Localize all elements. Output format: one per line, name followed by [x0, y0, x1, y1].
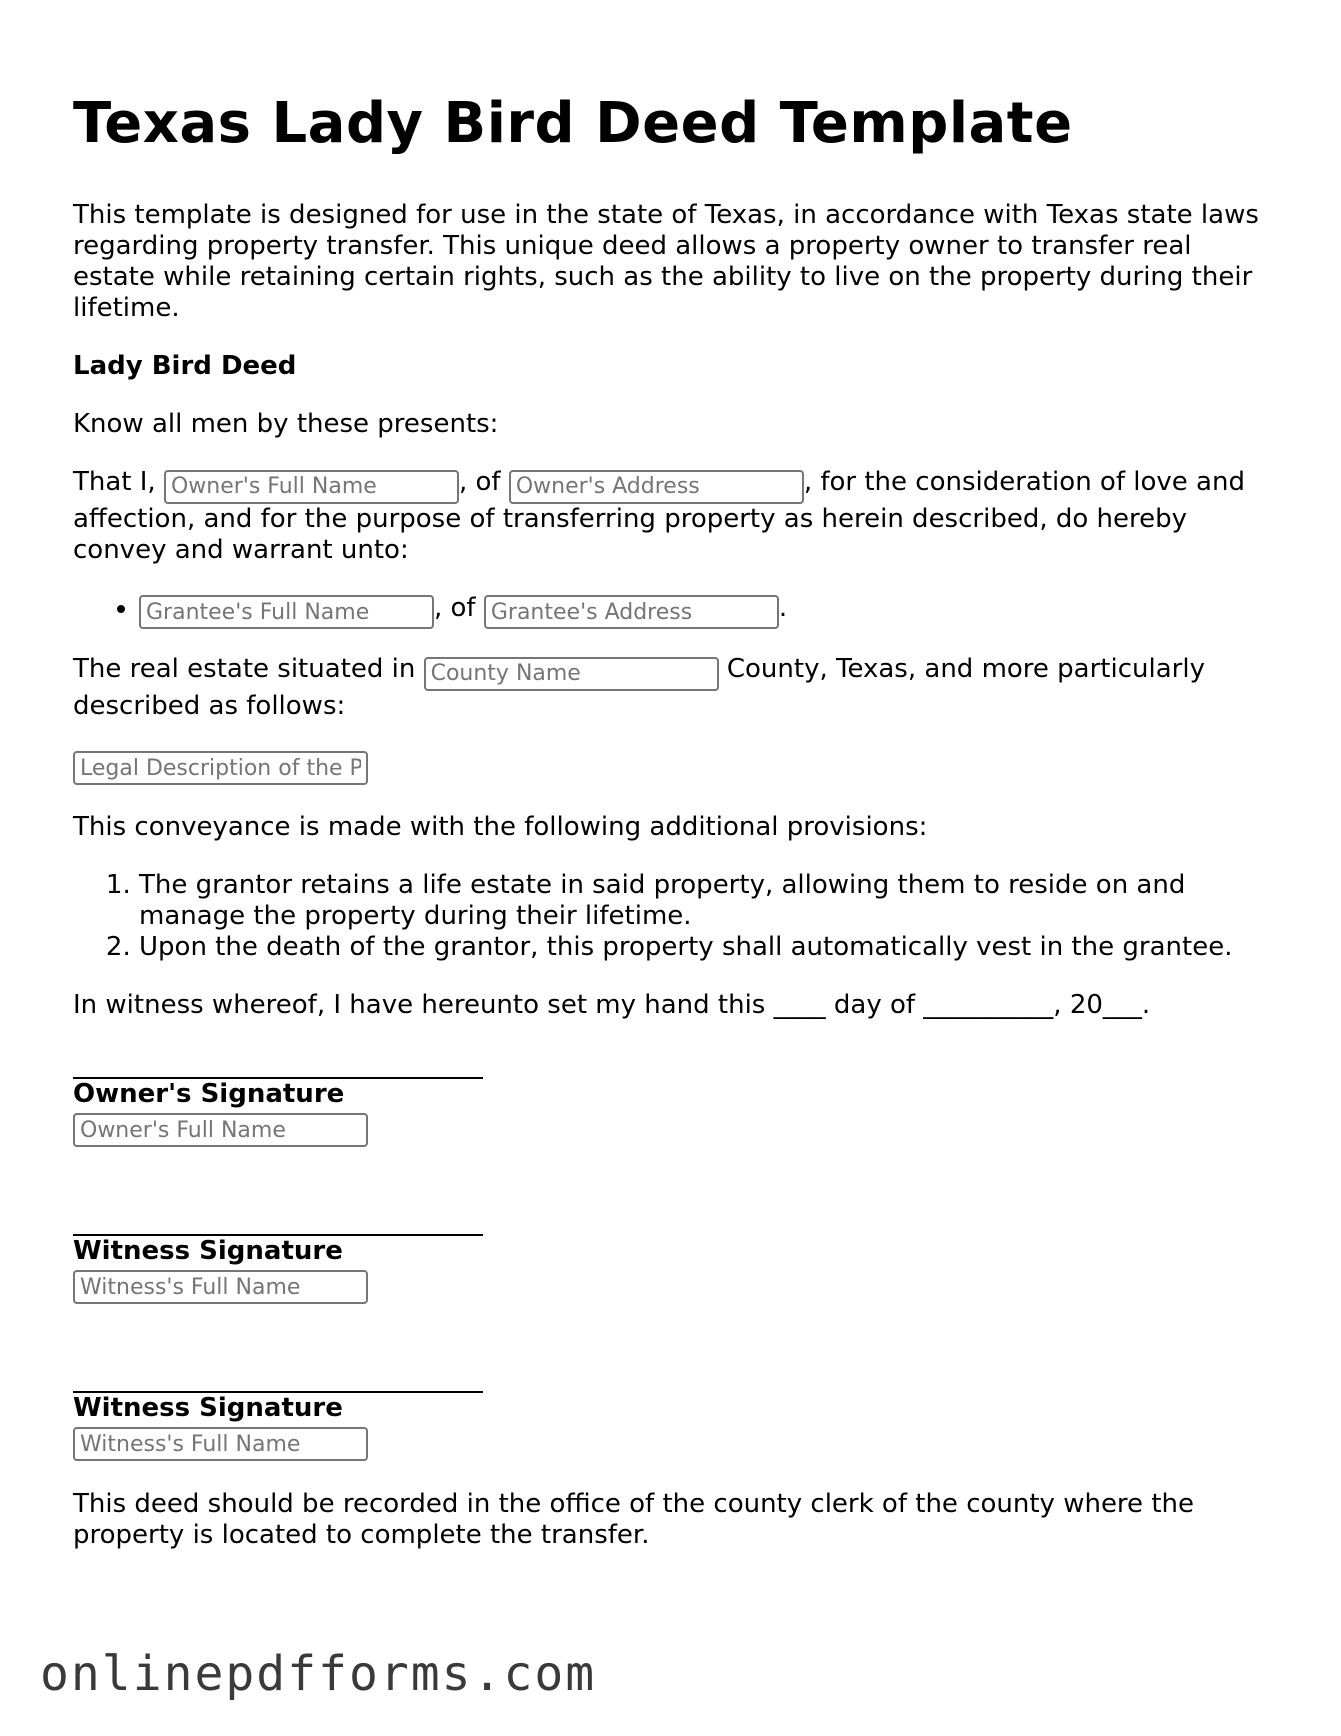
legal-description-row	[73, 749, 1273, 786]
grantor-prefix: That I,	[73, 467, 156, 497]
owner-signature-label: Owner's Signature	[73, 1079, 345, 1109]
page-title: Texas Lady Bird Deed Template	[73, 91, 1073, 156]
county-name-input[interactable]	[424, 657, 719, 691]
witness-clause: In witness whereof, I have hereunto set my hand this ____ day of __________, 20___.	[73, 990, 1151, 1020]
grantee-list	[73, 593, 1273, 630]
recording-note: This deed should be recorded in the office of the county clerk of the county where the property is located to complete the transfer.	[73, 1489, 1194, 1550]
grantor-suffix: , for the consideration of love and affection, and for the purpose of transferring property as herein described, do hereby convey and warrant unto:	[73, 467, 1245, 565]
owner-printed-name-input[interactable]	[73, 1113, 368, 1147]
real-estate-clause	[73, 654, 1273, 722]
real-estate-suffix: County, Texas, and more particularly described as follows:	[73, 654, 1205, 721]
deed-document	[73, 88, 1273, 1578]
provisions-intro: This conveyance is made with the following additional provisions:	[73, 812, 928, 842]
grantee-of: , of	[434, 592, 476, 623]
witness-1-name-input[interactable]	[73, 1270, 368, 1304]
grantor-of: , of	[458, 467, 501, 497]
real-estate-prefix: The real estate situated in	[73, 654, 416, 684]
provisions-list	[73, 870, 1273, 963]
watermark-text: onlinepdfforms.com	[40, 1646, 597, 1702]
provision-item: 2. Upon the death of the grantor, this property shall automatically vest in the grantee.	[139, 932, 1273, 963]
grantee-name-input[interactable]	[139, 595, 434, 629]
grantee-end: .	[778, 592, 788, 623]
grantee-address-input[interactable]	[484, 595, 779, 629]
owner-address-input[interactable]	[509, 470, 804, 504]
witness-1-signature-block	[73, 1203, 1273, 1304]
know-all-line: Know all men by these presents:	[73, 409, 499, 439]
provision-item: 1. The grantor retains a life estate in said property, allowing them to reside on and manage the property during their lifetime.	[139, 870, 1273, 932]
legal-description-input[interactable]	[73, 751, 368, 785]
owner-name-input[interactable]	[164, 470, 459, 504]
signature-line	[73, 1203, 483, 1236]
witness-2-signature-label: Witness Signature	[73, 1393, 343, 1423]
witness-1-signature-label: Witness Signature	[73, 1236, 343, 1266]
grantor-clause	[73, 467, 1273, 566]
grantee-list-item	[139, 593, 1273, 630]
witness-2-name-input[interactable]	[73, 1427, 368, 1461]
witness-2-signature-block	[73, 1360, 1273, 1461]
section-heading: Lady Bird Deed	[73, 351, 297, 381]
intro-paragraph: This template is designed for use in the state of Texas, in accordance with Texas state laws regarding property transfer. This unique deed allows a property owner to transfer real estate while retaining certain rights, such as the ability to live on the property during their lifetime.	[73, 200, 1259, 323]
signature-line	[73, 1360, 483, 1393]
signature-line	[73, 1046, 483, 1079]
owner-signature-block	[73, 1046, 1273, 1147]
